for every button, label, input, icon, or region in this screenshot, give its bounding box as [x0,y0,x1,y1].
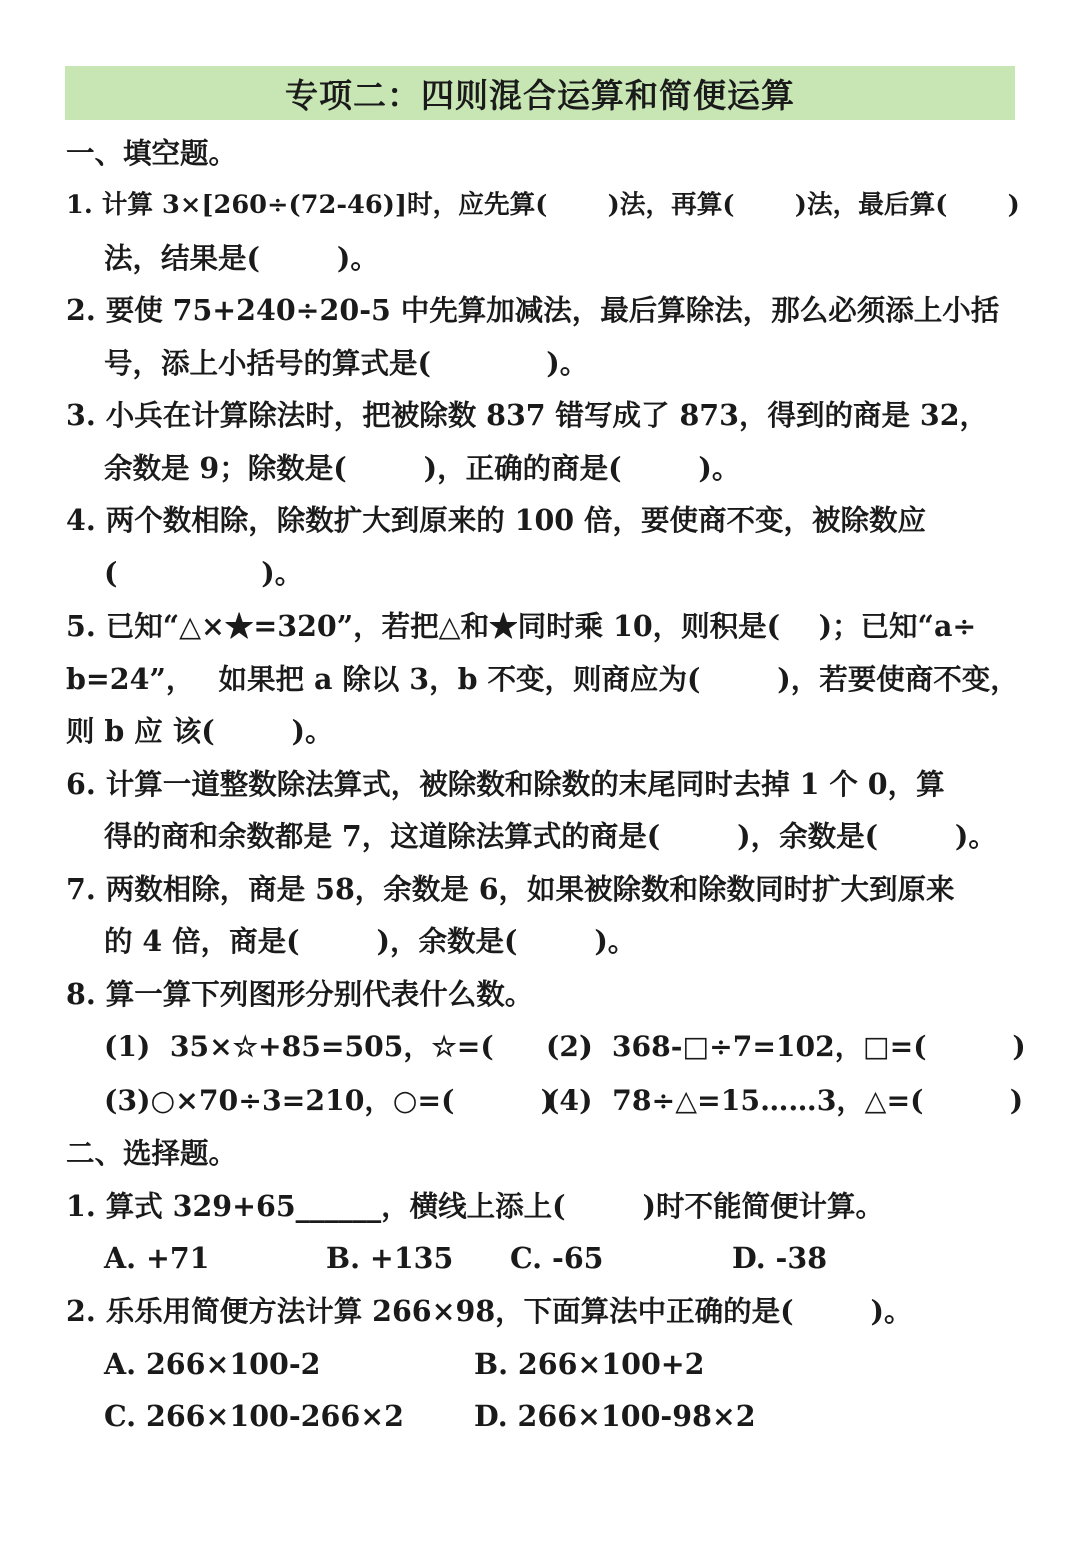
q7-number: 7. [66,872,96,906]
q3-number: 3. [66,398,96,432]
q4-number: 4. [66,503,96,537]
title-banner [65,66,1015,120]
q1-line2: 法，结果是( )。 [104,241,379,275]
q2-text1: 要使 75+240÷20-5 中先算加减法，最后算除法，那么必须添上小括 [105,293,1000,327]
c2-option-c: C. 266×100-266×2 [104,1399,404,1433]
q8-sub3: (3)○×70÷3=210，○=( ) [104,1083,555,1117]
q5-line2: b=24”， 如果把 a 除以 3，b 不变，则商应为( )，若要使商不变， [66,662,1019,696]
c1-options [0,1238,1080,1278]
q7-line1 [66,869,1080,909]
q6-number: 6. [66,767,96,801]
q8-row2 [0,1080,1080,1120]
c2-line1 [66,1291,1080,1331]
q2-line2: 号，添上小括号的算式是( )。 [104,346,589,380]
q8-sub2: (2) 368-□÷7=102，□=( ) [546,1030,1026,1063]
q7-text1: 两数相除，商是 58，余数是 6，如果被除数和除数同时扩大到原来 [105,872,955,906]
section1-heading: 一、填空题。 [66,136,238,170]
q3-text1: 小兵在计算除法时，把被除数 837 错写成了 873，得到的商是 32， [105,398,989,432]
q8-text1: 算一算下列图形分别代表什么数。 [105,977,534,1011]
c2-number: 2. [66,1294,96,1328]
q2-number: 2. [66,293,96,327]
q8-number: 8. [66,977,96,1011]
c1-line1 [66,1186,1080,1226]
q6-text1: 计算一道整数除法算式，被除数和除数的末尾同时去掉 1 个 0，算 [105,767,945,801]
c2-option-d: D. 266×100-98×2 [474,1399,756,1433]
q8-sub4: (4) 78÷△=15……3，△=( ) [546,1083,1024,1117]
c2-options-row2 [0,1396,1080,1436]
c2-option-a: A. 266×100-2 [104,1347,321,1381]
c1-text1: 算式 329+65______，横线上添上( )时不能简便计算。 [105,1189,884,1223]
c2-options-row1 [0,1344,1080,1384]
page-title: 专项二：四则混合运算和简便运算 [285,75,795,115]
c1-option-c: C. -65 [510,1241,604,1275]
q8-row1 [0,1027,1080,1067]
q6-line1 [66,764,1080,804]
q1-line1 [66,185,1080,225]
c2-text1: 乐乐用简便方法计算 266×98，下面算法中正确的是( )。 [105,1294,913,1328]
section2-heading: 二、选择题。 [66,1136,238,1170]
q2-line1 [66,290,1080,330]
q8-line1 [66,974,1080,1014]
q3-line2: 余数是 9；除数是( )，正确的商是( )。 [104,451,741,485]
q4-text1: 两个数相除，除数扩大到原来的 100 倍，要使商不变，被除数应 [105,503,927,537]
q6-line2: 得的商和余数都是 7，这道除法算式的商是( )，余数是( )。 [104,819,997,853]
c2-option-b: B. 266×100+2 [474,1347,705,1381]
q5-line3: 则 b 应 该( )。 [66,714,334,748]
q4-line1 [66,500,1080,540]
c1-option-d: D. -38 [732,1241,828,1275]
q7-line2: 的 4 倍，商是( )，余数是( )。 [104,924,637,958]
c1-number: 1. [66,1189,96,1223]
q3-line1 [66,395,1080,435]
q8-sub1: (1) 35×☆+85=505，☆=( ) [104,1030,593,1063]
q4-line2: ( )。 [104,556,304,590]
c1-option-a: A. +71 [104,1241,210,1275]
q1-number: 1. [66,190,93,220]
q5-line1 [66,606,1080,646]
c1-option-b: B. +135 [326,1241,454,1275]
q5-number: 5. [66,609,96,643]
q5-text1: 已知“△×★=320”，若把△和★同时乘 10，则积是( )；已知“a÷ [105,609,977,643]
q1-text1: 计算 3×[260÷(72-46)]时，应先算( )法，再算( )法，最后算( ) [101,190,1020,220]
